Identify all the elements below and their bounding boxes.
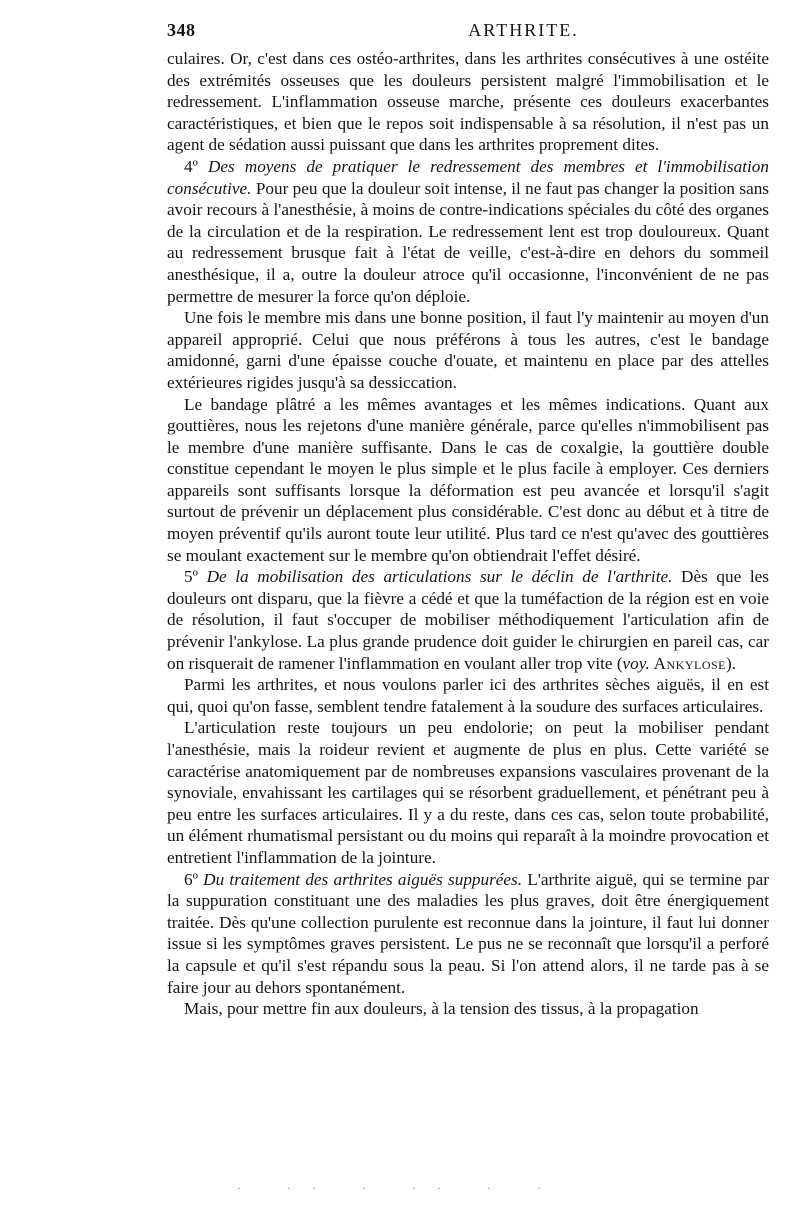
section-heading: Du traitement des arthrites aiguës suppurées. — [197, 869, 523, 889]
paragraph-text: Pour peu que la douleur soit intense, il ne faut pas changer la position sans avoir recours à l'anesthésie, à moins de contre-indications spéciales du côté des organes de la circulation et de la respiration. Le redressement lent est trop douloureux. Quant au redressement brusque fait à l'état de veille, c'est-à-dire en dehors du sommeil anesthésique, il a, outre la douleur atroce qu'il occasionne, l'inconvénient de ne pas permettre de mesurer la force qu'on déploie. — [167, 178, 769, 306]
paragraph-tail: ). — [726, 653, 737, 673]
paragraph — [167, 394, 769, 567]
paragraph-text: Une fois le membre mis dans une bonne position, il faut l'y maintenir au moyen d'un appareil approprié. Celui que nous préférons à tous les autres, c'est le bandage amidonné, garni d'une épaisse couche d'ouate, et maintenu en place par des attelles extérieures rigides jusqu'à sa dessiccation. — [167, 308, 769, 392]
cross-reference-term: Ankylose — [649, 653, 727, 673]
print-specks: . .. . .. . . — [237, 1178, 563, 1192]
paragraph-text: Parmi les arthrites, et nous voulons parler ici des arthrites sèches aiguës, il en est qui, quoi qu'on fasse, semblent tendre fatalement à la soudure des surfaces articulaires. — [167, 675, 769, 716]
running-title: ARTHRITE. — [468, 20, 579, 40]
paragraph — [167, 156, 769, 307]
paragraph — [167, 566, 769, 674]
paragraph — [167, 674, 769, 717]
paragraph — [167, 998, 769, 1020]
paragraph — [167, 869, 769, 999]
cross-reference-abbrev: voy. — [622, 653, 650, 673]
page-number: 348 — [167, 20, 196, 40]
section-number: 4º — [184, 156, 198, 176]
paragraph — [167, 307, 769, 393]
section-number: 6º — [184, 869, 198, 889]
section-number: 5º — [184, 567, 198, 587]
paragraph-text: Le bandage plâtré a les mêmes avantages et les mêmes indications. Quant aux gouttières, nous les rejetons d'une manière générale, parce qu'elles n'immobilisent pas le membre d'une manière suffisante. Dans le cas de coxalgie, la gouttière double constitue cependant le moyen le plus simple et le plus facile à employer. Ces derniers appareils sont suffisants lorsque la déformation est peu avancée et lorsqu'il s'agit surtout de prévenir un déplacement plus considérable. C'est donc au début et à titre de moyen préventif qu'ils auront toute leur utilité. Plus tard ce n'est qu'avec des gouttières se moulant exactement sur le membre qu'on obtiendrait l'effet désiré. — [167, 394, 769, 565]
paragraph-text: L'articulation reste toujours un peu endolorie; on peut la mobiliser pendant l'anesthésie, mais la roideur revient et augmente de plus en plus. Cette variété se caractérise anatomiquement par de nombreuses expansions vasculaires provenant de la synoviale, envahissant les cartilages qui se résorbent graduellement, et pénétrant peu à peu entre les surfaces articulaires. Il y a du reste, dans ces cas, selon toute probabilité, un élément rhumatismal persistant ou du moins qui reparaît à la moindre provocation et entretient l'inflammation de la jointure. — [167, 718, 769, 867]
page-header — [167, 20, 770, 46]
paragraph-text: culaires. Or, c'est dans ces ostéo-arthrites, dans les arthrites consécutives à une ostéite des extrémités osseuses que les douleurs persistent malgré l'immobilisation et le redressement. L'inflammation osseuse marche, présente ces douleurs exacerbantes caractéristiques, et bien que le repos soit indispensable à sa résolution, il n'est pas un agent de sédation aussi puissant que dans les arthrites proprement dites. — [167, 49, 769, 155]
paragraph — [167, 717, 769, 868]
paragraph — [167, 48, 769, 156]
body-text — [167, 48, 769, 1020]
paragraph-text: L'arthrite aiguë, qui se termine par la suppuration constituant une des maladies les plus graves, doit être énergiquement traitée. Dès qu'une collection purulente est reconnue dans la jointure, il faut lui donner issue si les symptômes graves persistent. Le pus ne se reconnaît que lorsqu'il a perforé la capsule et qu'il s'est répandu sous la peau. Si l'on attend alors, il ne tarde pas à se faire jour au dehors spontanément. — [167, 869, 769, 997]
section-heading: De la mobilisation des articulations sur le déclin de l'arthrite. — [197, 567, 673, 587]
paragraph-text: Mais, pour mettre fin aux douleurs, à la tension des tissus, à la propagation — [184, 999, 699, 1019]
paragraph-text: Dès que les douleurs ont disparu, que la fièvre a cédé et que la tuméfaction de la région est en voie de résolution, il faut s'occuper de mobiliser méthodiquement l'articulation afin de prévenir l'ankylose. La plus grande prudence doit guider le chirurgien en pareil cas, car on risquerait de ramener l'inflammation en voulant aller trop vite ( — [167, 567, 769, 673]
section-heading: Des moyens de pratiquer le redressement des membres et l'immobilisation consécutive. — [167, 156, 769, 198]
